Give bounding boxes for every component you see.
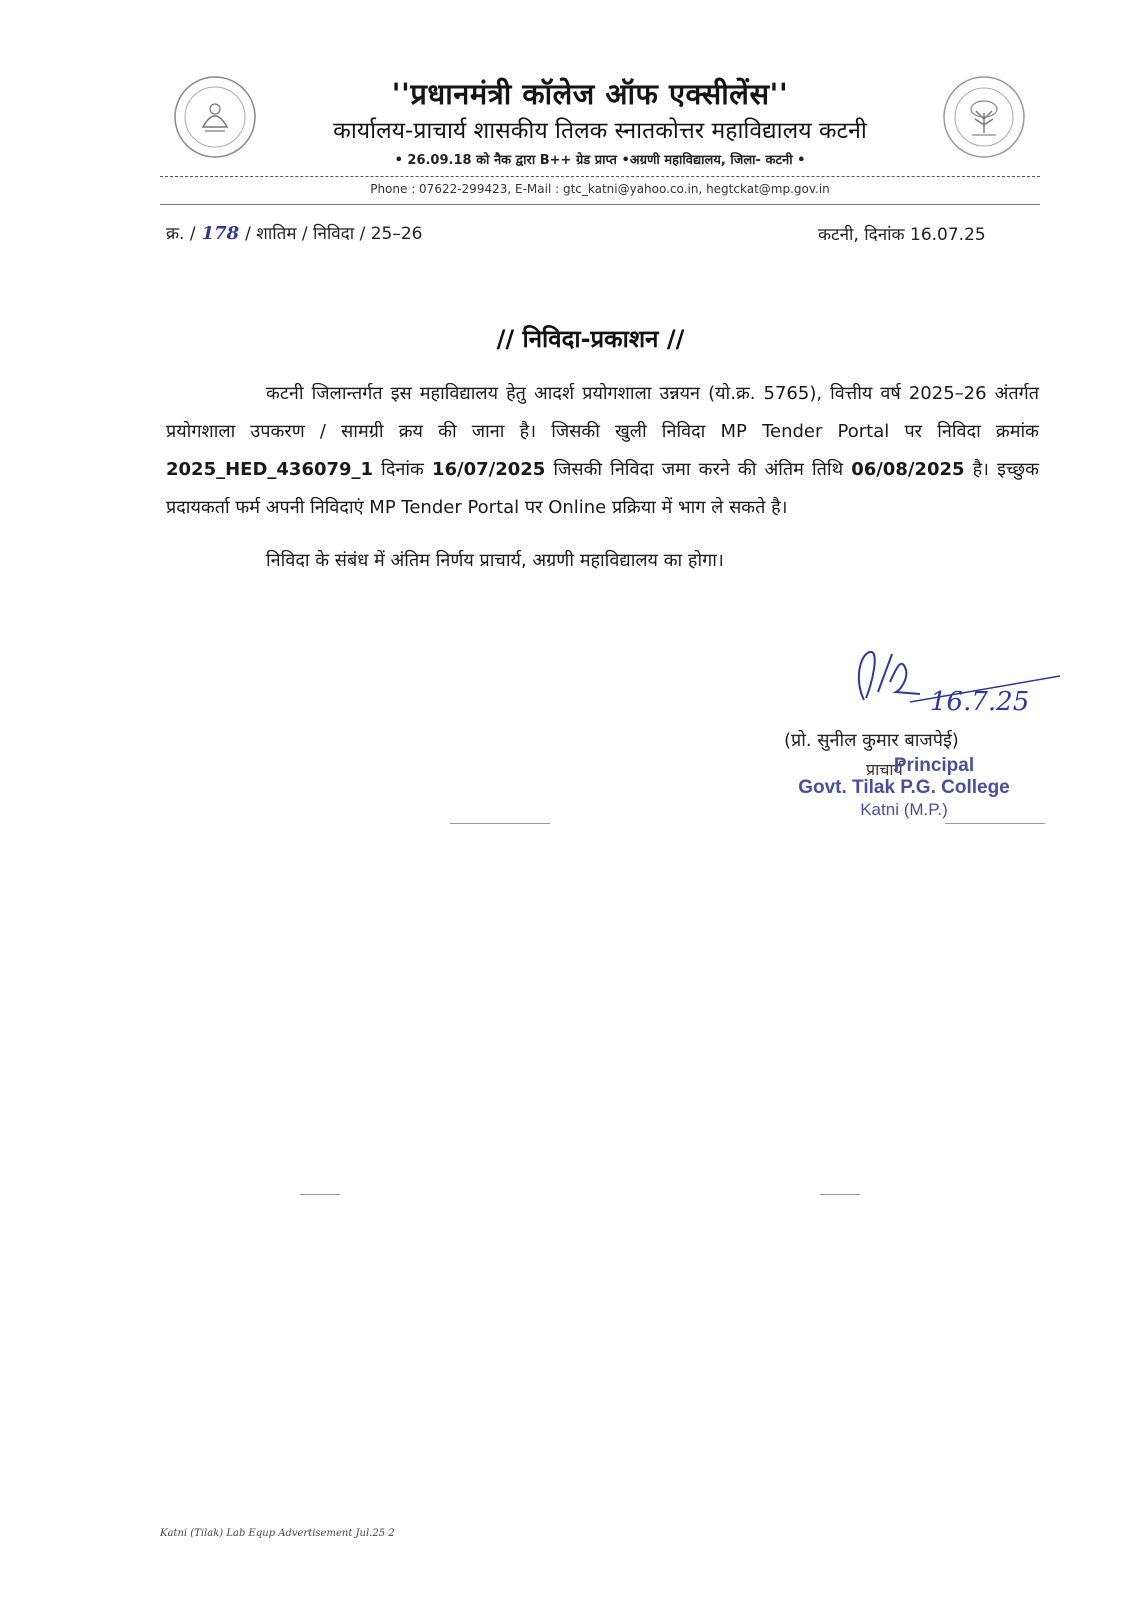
header-divider [160, 176, 1040, 177]
scan-artifact [450, 823, 550, 824]
scan-artifact [945, 823, 1045, 824]
notice-body [166, 375, 1039, 580]
letter-date: कटनी, दिनांक 16.07.25 [818, 225, 986, 245]
college-seal-right [942, 75, 1026, 159]
handwritten-signature [850, 640, 1080, 720]
college-seal-left [173, 75, 257, 159]
reference-prefix: क्र. / [166, 224, 196, 244]
contact-line: Phone : 07622-299423, E-Mail : gtc_katni@yahoo.co.in, hegtckat@mp.gov.in [370, 182, 830, 196]
header-divider-bottom [160, 204, 1040, 205]
paragraph-1-text-a: कटनी जिलान्तर्गत इस महाविद्यालय हेतु आदर्श प्रयोगशाला उन्नयन (यो.क्र. 5765), वित्तीय वर्ष 2025–26 अंतर्गत प्रयोगशाला उपकरण / सामग्री क्रय की जाना है। जिसकी खुली निविदा MP Tender Portal पर निविदा क्रमांक [166, 383, 1039, 442]
scan-artifact [820, 1194, 860, 1195]
tender-date: 16/07/2025 [431, 459, 546, 480]
scheme-title: ''प्रधानमंत्री कॉलेज ऑफ एक्सीलेंस'' [391, 77, 789, 111]
tender-number: 2025_HED_436079_1 [166, 459, 374, 480]
signatory-name: (प्रो. सुनील कुमार बाजपेई) [784, 730, 959, 751]
paragraph-1 [166, 375, 1039, 527]
stamp-role: Principal [893, 755, 975, 776]
stamp-institution: Govt. Tilak P.G. College [798, 777, 1010, 798]
handwritten-reference-number: 178 [201, 223, 240, 244]
signatory-designation: प्राचार्य [866, 760, 903, 779]
signature-date: 16.7.25 [930, 687, 1030, 717]
office-name: कार्यालय-प्राचार्य शासकीय तिलक स्नातकोत्तर महाविद्यालय कटनी [333, 118, 867, 144]
reference-number [166, 221, 422, 244]
reference-suffix: / शातिम / निविदा / 25–26 [245, 224, 423, 244]
footer-file-note: Katni (Tilak) Lab Equp Advertisement Jul.25 2 [160, 1528, 395, 1539]
notice-heading: // निविदा-प्रकाशन // [496, 325, 685, 353]
scan-artifact [300, 1194, 340, 1195]
stamp-city: Katni (M.P.) [860, 800, 948, 819]
accreditation-line: • 26.09.18 को नैक द्वारा B++ ग्रेड प्राप्त •अग्रणी महाविद्यालय, जिला- कटनी • [394, 153, 806, 168]
official-stamp [784, 755, 1024, 821]
last-submission-date: 06/08/2025 [851, 459, 965, 480]
paragraph-1-text-c: जिसकी निविदा जमा करने की अंतिम तिथि [553, 459, 844, 480]
paragraph-2: निविदा के संबंध में अंतिम निर्णय प्राचार्य, अग्रणी महाविद्यालय का होगा। [266, 550, 724, 571]
paragraph-1-text-b: दिनांक [381, 459, 424, 480]
paragraph-1-text-d: है। इच्छुक प्रदायकर्ता फर्म अपनी निविदाएं MP Tender Portal पर Online प्रक्रिया में भाग ले सकते है। [166, 459, 1039, 518]
